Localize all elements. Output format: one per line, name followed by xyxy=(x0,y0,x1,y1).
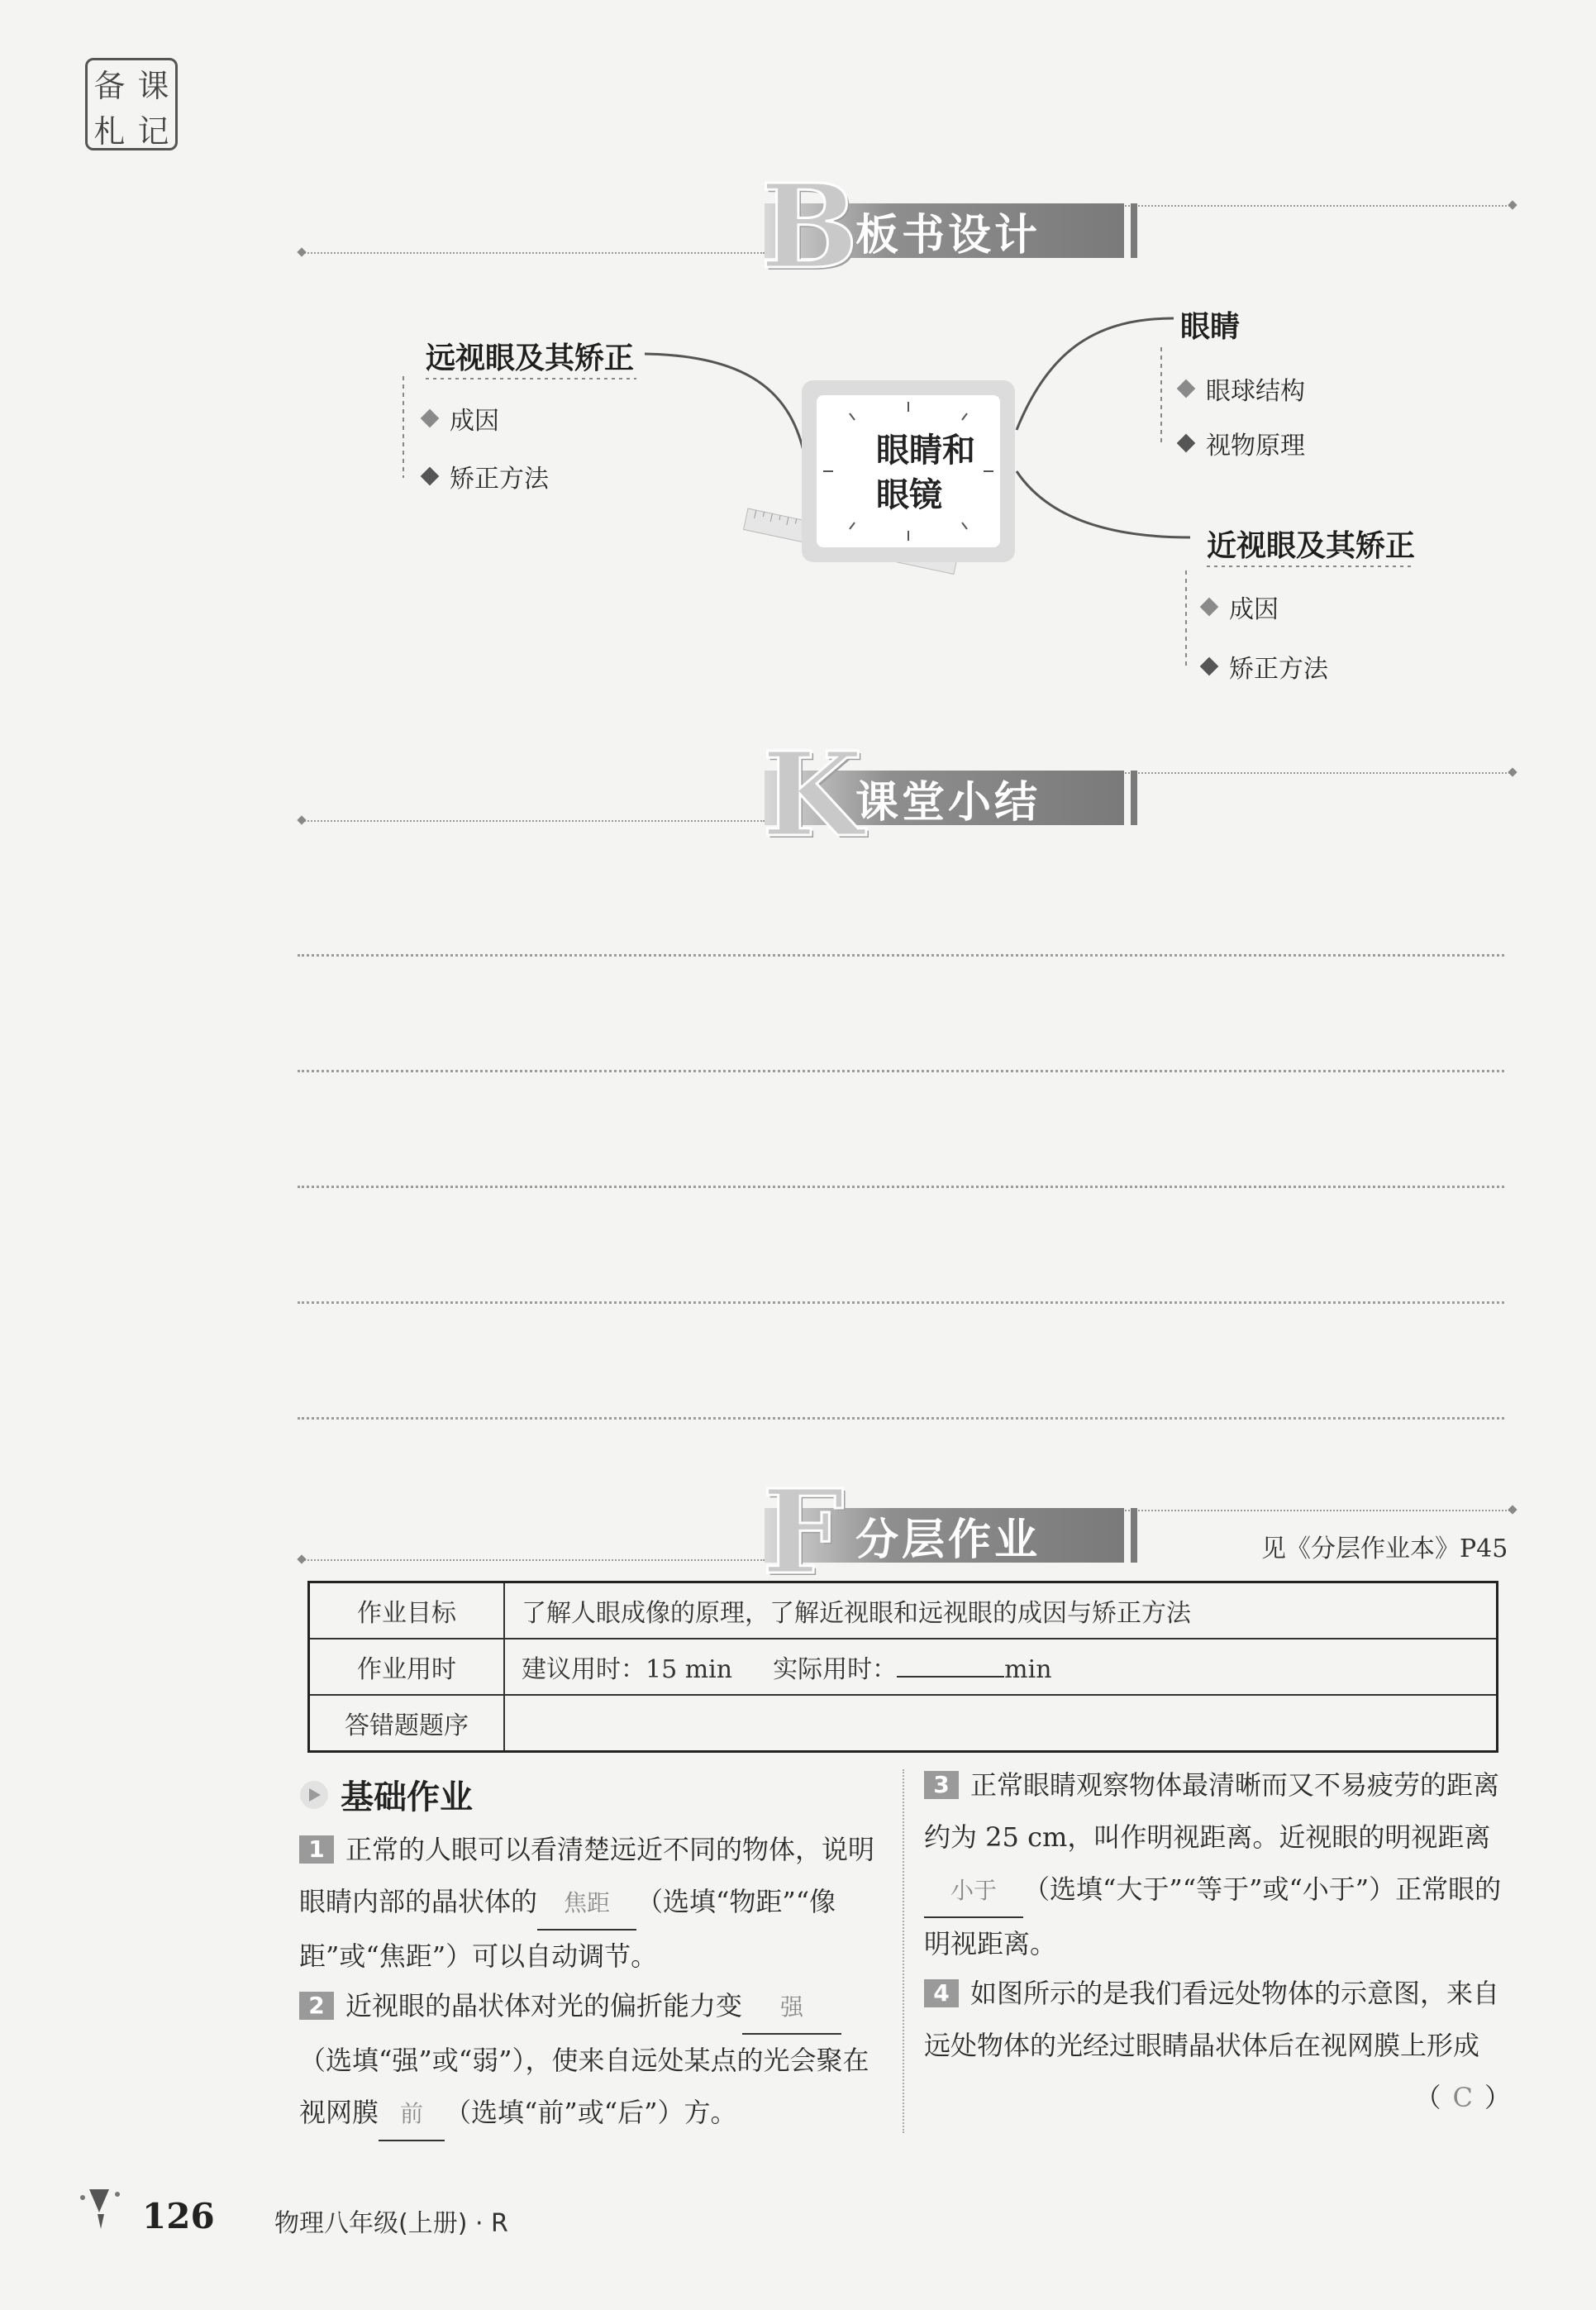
section-letter: K xyxy=(762,728,863,863)
diamond-bullet-icon xyxy=(1200,598,1219,617)
diamond-bullet-icon xyxy=(1177,379,1196,399)
mindmap-item-label: 矫正方法 xyxy=(1229,655,1328,684)
mindmap-left-item xyxy=(423,400,499,437)
stamp-char: 备 xyxy=(93,68,126,104)
question-2 xyxy=(299,1980,882,2141)
choice-answer[interactable]: （ C ） xyxy=(1414,2082,1511,2113)
answer-blank[interactable]: 强 xyxy=(742,1981,841,2035)
mindmap-left-item xyxy=(423,458,549,494)
divider-dot xyxy=(1508,1505,1517,1514)
question-4 xyxy=(924,1968,1511,2124)
diamond-bullet-icon xyxy=(1200,657,1219,676)
section-title: 分层作业 xyxy=(855,1515,1041,1565)
question-1 xyxy=(299,1824,882,1983)
page-number: 126 xyxy=(142,2196,215,2236)
mindmap-right-top-item xyxy=(1179,370,1305,407)
question-text: 如图所示的是我们看远处物体的示意图，来自远处物体的光经过眼睛晶状体后在视网膜上形成 xyxy=(924,1978,1500,2061)
table-label: 答错题题序 xyxy=(309,1695,505,1752)
mindmap-item-label: 成因 xyxy=(1229,595,1279,624)
mindmap-item-label: 眼球结构 xyxy=(1206,377,1305,406)
writing-line xyxy=(298,1417,1504,1420)
question-number: 3 xyxy=(924,1771,959,1799)
question-text: （选填“前”或“后”）方。 xyxy=(445,2097,737,2128)
section-title: 课堂小结 xyxy=(855,777,1041,828)
section-band-end xyxy=(1131,771,1137,825)
question-number: 1 xyxy=(299,1835,334,1864)
table-value: 了解人眼成像的原理，了解近视眼和远视眼的成因与矫正方法 xyxy=(504,1582,1498,1639)
diamond-bullet-icon xyxy=(1177,434,1196,453)
mindmap-item-label: 矫正方法 xyxy=(450,465,549,494)
mindmap-item-label: 视物原理 xyxy=(1206,432,1305,461)
actual-time-label: 实际用时： xyxy=(773,1655,898,1684)
homework-reference: 见《分层作业本》P45 xyxy=(1261,1534,1508,1563)
mindmap-right-top-heading: 眼睛 xyxy=(1180,310,1241,344)
mindmap-right-bottom-item xyxy=(1203,648,1328,685)
divider-dot xyxy=(1508,767,1517,776)
column-divider xyxy=(903,1769,904,2133)
question-text: 正常的人眼可以看清楚远近不同的物体，说明眼睛内部的晶状体的 xyxy=(299,1834,875,1917)
table-row xyxy=(309,1582,1498,1639)
table-value[interactable] xyxy=(504,1695,1498,1752)
mindmap-connectors xyxy=(0,0,1596,744)
writing-line xyxy=(298,954,1504,957)
mindmap-center-line: 眼镜 xyxy=(876,476,942,514)
mindmap-center-box xyxy=(802,380,1015,562)
table-row xyxy=(309,1639,1498,1695)
question-number: 2 xyxy=(299,1992,334,2020)
choice-answer-value: C xyxy=(1452,2082,1473,2113)
page-corner-icon xyxy=(73,2183,126,2232)
table-label: 作业用时 xyxy=(309,1639,505,1695)
table-value xyxy=(504,1639,1498,1695)
stamp-char: 课 xyxy=(137,68,169,104)
section-divider xyxy=(302,1559,765,1561)
homework-table xyxy=(307,1581,1498,1753)
table-row xyxy=(309,1695,1498,1752)
diamond-bullet-icon xyxy=(421,467,440,486)
question-text: （选填“强”或“弱”），使来自远处某点的光会聚在视网膜 xyxy=(299,2045,869,2128)
section-divider xyxy=(302,820,765,822)
suggested-time: 建议用时：15 min xyxy=(522,1655,733,1684)
section-band-end xyxy=(1131,1508,1137,1563)
book-title: 物理八年级(上册) · R xyxy=(274,2209,508,2238)
divider-dot xyxy=(297,815,306,824)
answer-blank[interactable]: 小于 xyxy=(924,1864,1023,1918)
stamp-char: 记 xyxy=(137,113,169,150)
section-letter: F xyxy=(762,1465,845,1601)
actual-time-unit: min xyxy=(1004,1655,1052,1684)
answer-blank[interactable]: 焦距 xyxy=(537,1877,636,1931)
section-letter: B xyxy=(760,160,859,295)
writing-line xyxy=(298,1070,1504,1072)
stamp-char: 札 xyxy=(93,113,126,150)
writing-line xyxy=(298,1186,1504,1188)
question-number: 4 xyxy=(924,1979,959,2007)
writing-line xyxy=(298,1301,1504,1304)
mindmap-left-heading: 远视眼及其矫正 xyxy=(426,341,635,375)
mindmap-item-label: 成因 xyxy=(450,407,499,436)
basic-homework-header xyxy=(299,1771,473,1818)
table-label: 作业目标 xyxy=(309,1582,505,1639)
question-text: （选填“大于”“等于”或“小于”）正常眼的明视距离。 xyxy=(924,1873,1502,1959)
mindmap-right-bottom-item xyxy=(1203,589,1279,625)
basic-homework-heading: 基础作业 xyxy=(341,1778,473,1816)
section-title: 板书设计 xyxy=(855,210,1041,260)
question-3 xyxy=(924,1759,1511,1970)
answer-blank[interactable]: 前 xyxy=(379,2088,445,2141)
question-text: （选填“物距”“像距”或“焦距”）可以自动调节。 xyxy=(299,1886,836,1972)
divider-dot xyxy=(297,1554,306,1563)
diamond-bullet-icon xyxy=(421,409,440,428)
question-text: 正常眼睛观察物体最清晰而又不易疲劳的距离约为 25 cm，叫作明视距离。近视眼的明视距离 xyxy=(924,1769,1500,1853)
mindmap-right-top-item xyxy=(1179,425,1305,461)
arrow-icon xyxy=(299,1780,329,1810)
mindmap-right-bottom-heading: 近视眼及其矫正 xyxy=(1207,529,1416,563)
actual-time-field[interactable] xyxy=(897,1676,1004,1678)
mindmap-center-line: 眼睛和 xyxy=(876,432,975,470)
question-text: 近视眼的晶状体对光的偏折能力变 xyxy=(345,1990,743,2021)
